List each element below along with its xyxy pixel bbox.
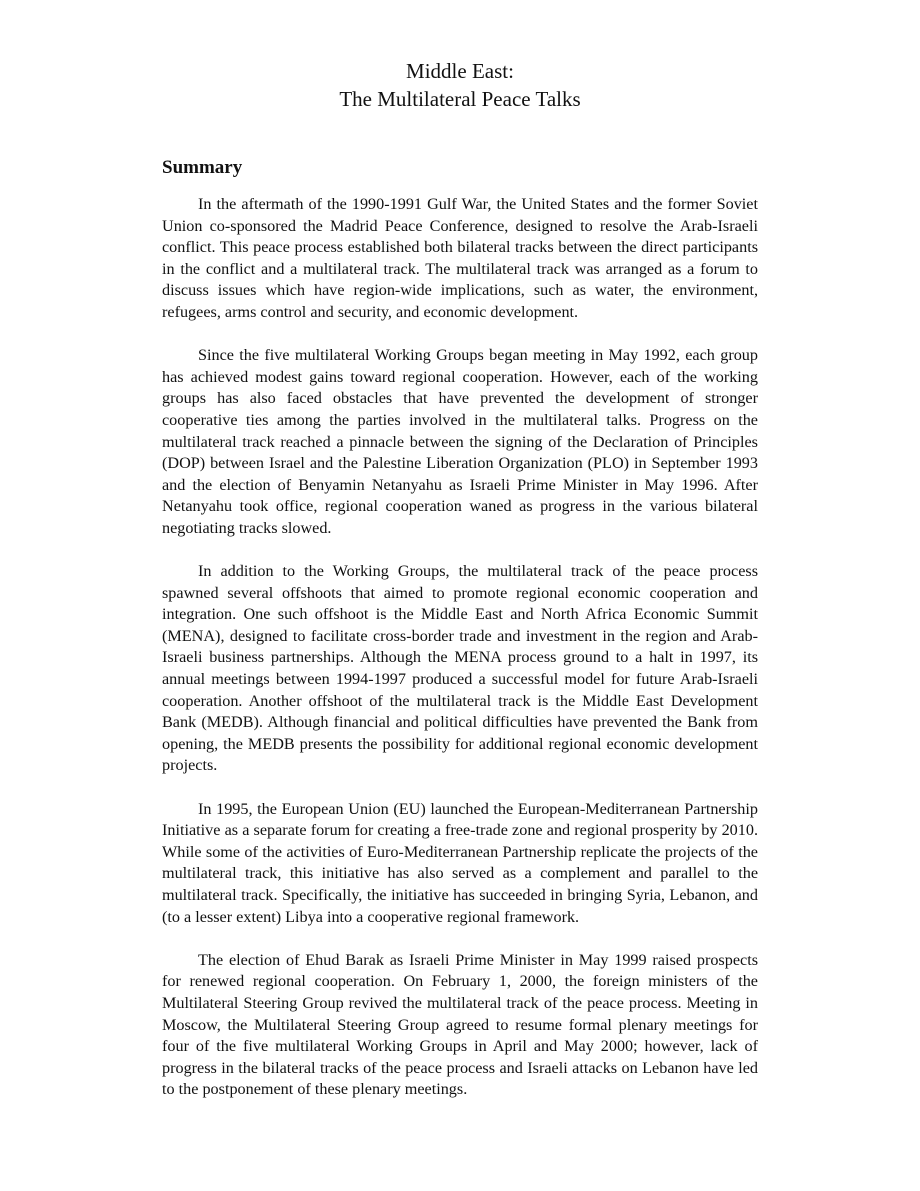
title-line-1: Middle East: (406, 59, 514, 83)
document-title (162, 57, 758, 113)
paragraph: In 1995, the European Union (EU) launched the European-Mediterranean Partnership Initiative as a separate forum for creating a free-trade zone and regional prosperity by 2010. While some of the activities of Euro-Mediterranean Partnership replicate the projects of the multilateral track, this initiative has also served as a complement and parallel to the multilateral track. Specifically, the initiative has succeeded in bringing Syria, Lebanon, and (to a lesser extent) Libya into a cooperative regional framework. (162, 799, 758, 926)
title-line-2: The Multilateral Peace Talks (339, 87, 581, 111)
paragraph: In the aftermath of the 1990-1991 Gulf War, the United States and the former Soviet Union co-sponsored the Madrid Peace Conference, designed to resolve the Arab-Israeli conflict. This peace process established both bilateral tracks between the direct participants in the conflict and a multilateral track. The multilateral track was arranged as a forum to discuss issues which have region-wide implications, such as water, the environment, refugees, arms control and security, and economic development. (162, 195, 758, 321)
document-page (162, 0, 758, 1123)
paragraph: Since the five multilateral Working Groups began meeting in May 1992, each group has achieved modest gains toward regional cooperation. However, each of the working groups has also faced obstacles that have prevented the development of stronger cooperative ties among the parties involved in the multilateral talks. Progress on the multilateral track reached a pinnacle between the signing of the Declaration of Principles (DOP) between Israel and the Palestine Liberation Organization (PLO) in September 1993 and the election of Benyamin Netanyahu as Israeli Prime Minister in May 1996. After Netanyahu took office, regional cooperation waned as progress in the various bilateral negotiating tracks slowed. (162, 346, 758, 537)
section-heading-summary: Summary (162, 157, 243, 178)
paragraph: The election of Ehud Barak as Israeli Prime Minister in May 1999 raised prospects for renewed regional cooperation. On February 1, 2000, the foreign ministers of the Multilateral Steering Group revived the multilateral track of the peace process. Meeting in Moscow, the Multilateral Steering Group agreed to resume formal plenary meetings for four of the five multilateral Working Groups in April and May 2000; however, lack of progress in the bilateral tracks of the peace process and Israeli attacks on Lebanon have led to the postponement of these plenary meetings. (162, 950, 758, 1099)
paragraph: In addition to the Working Groups, the multilateral track of the peace process spawned several offshoots that aimed to promote regional economic cooperation and integration. One such offshoot is the Middle East and North Africa Economic Summit (MENA), designed to facilitate cross-border trade and investment in the region and Arab-Israeli business partnerships. Although the MENA process ground to a halt in 1997, its annual meetings between 1994-1997 produced a successful model for future Arab-Israeli cooperation. Another offshoot of the multilateral track is the Middle East Development Bank (MEDB). Although financial and political difficulties have prevented the Bank from opening, the MEDB presents the possibility for additional regional economic development projects. (162, 562, 758, 775)
